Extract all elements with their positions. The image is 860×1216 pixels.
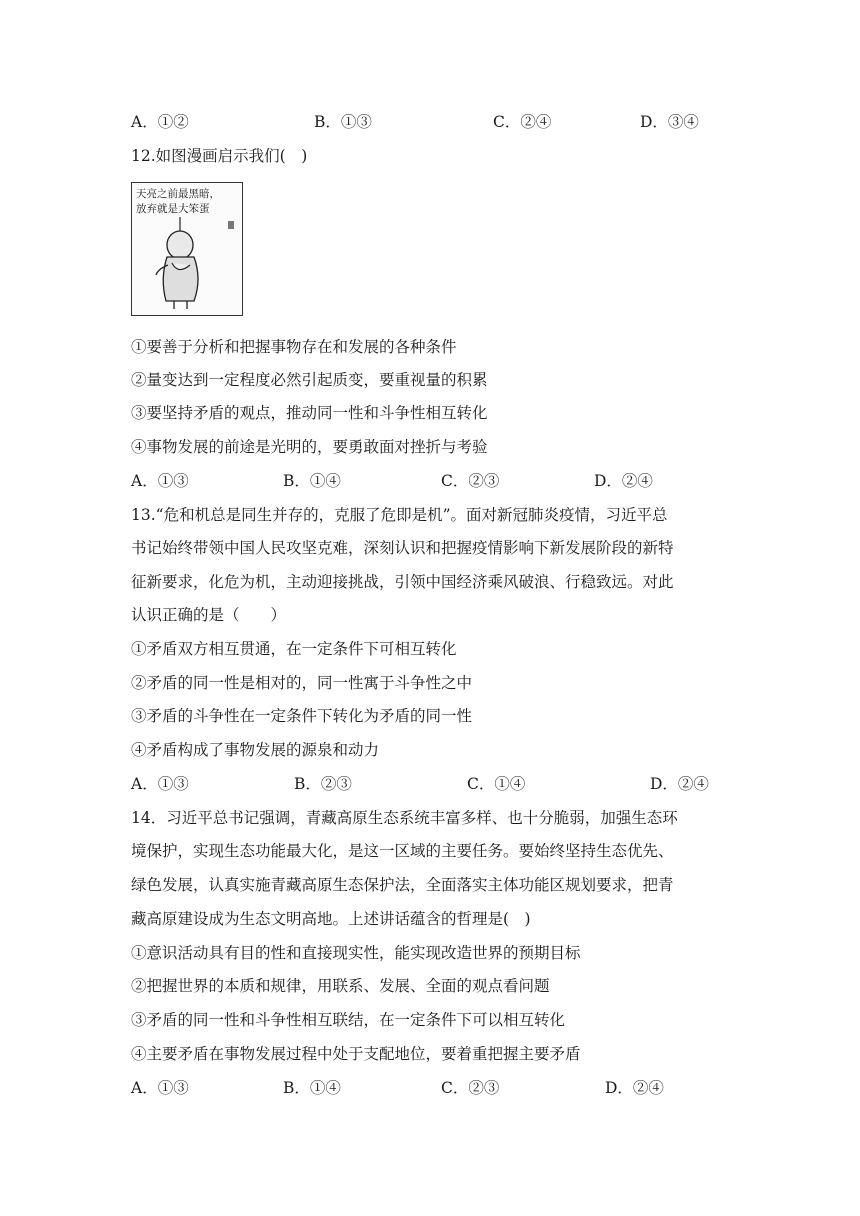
q14-stem-line-3: 绿色发展，认真实施青藏高原生态保护法，全面落实主体功能区规划要求，把青 bbox=[131, 876, 674, 894]
q12-statement-4: ④事物发展的前途是光明的，要勇敢面对挫折与考验 bbox=[131, 438, 488, 456]
q13-option-c: C．①④ bbox=[467, 775, 526, 793]
q12-option-a: A．①③ bbox=[131, 472, 189, 490]
q14-stem-line-4: 藏高原建设成为生态文明高地。上述讲话蕴含的哲理是( ) bbox=[131, 910, 531, 928]
q13-statement-2: ②矛盾的同一性是相对的，同一性寓于斗争性之中 bbox=[131, 674, 473, 692]
q13-statement-3: ③矛盾的斗争性在一定条件下转化为矛盾的同一性 bbox=[131, 707, 473, 725]
q14-statement-4: ④主要矛盾在事物发展过程中处于支配地位，要着重把握主要矛盾 bbox=[131, 1045, 581, 1063]
q14-option-a: A．①③ bbox=[131, 1079, 189, 1097]
q13-options bbox=[131, 773, 731, 795]
q14-options bbox=[131, 1077, 731, 1099]
q11-option-b: B．①③ bbox=[314, 113, 372, 131]
q13-stem-line-3: 征新要求，化危为机，主动迎接挑战，引领中国经济乘风破浪、行稳致远。对此 bbox=[131, 573, 674, 591]
q12-options bbox=[131, 470, 731, 492]
q12-statement-1: ①要善于分析和把握事物存在和发展的各种条件 bbox=[131, 338, 457, 356]
q14-option-d: D．②④ bbox=[605, 1079, 664, 1097]
q12-option-d: D．②④ bbox=[594, 472, 653, 490]
q14-option-c: C．②③ bbox=[441, 1079, 500, 1097]
q11-option-a: A．①② bbox=[131, 113, 189, 131]
cartoon-caption-line-1: 天亮之前最黑暗， bbox=[136, 188, 220, 200]
q14-statement-2: ②把握世界的本质和规律，用联系、发展、全面的观点看问题 bbox=[131, 977, 550, 995]
cartoon-caption-line-2: 放弃就是大笨蛋 bbox=[136, 203, 210, 215]
q14-statement-3: ③矛盾的同一性和斗争性相互联结，在一定条件下可以相互转化 bbox=[131, 1011, 566, 1029]
q13-stem-line-1: 13.“危和机总是同生并存的，克服了危即是机”。面对新冠肺炎疫情，习近平总 bbox=[131, 506, 668, 524]
q14-option-b: B．①④ bbox=[283, 1079, 341, 1097]
q12-option-c: C．②③ bbox=[441, 472, 500, 490]
q14-statement-1: ①意识活动具有目的性和直接现实性，能实现改造世界的预期目标 bbox=[131, 944, 581, 962]
q13-stem-line-4: 认识正确的是（ ） bbox=[131, 606, 287, 624]
q13-option-d: D．②④ bbox=[650, 775, 709, 793]
q11-options bbox=[131, 111, 731, 133]
q13-statement-4: ④矛盾构成了事物发展的源泉和动力 bbox=[131, 741, 380, 759]
q12-statement-2: ②量变达到一定程度必然引起质变，要重视量的积累 bbox=[131, 371, 488, 389]
q14-stem-line-2: 境保护，实现生态功能最大化，是这一区域的主要任务。要始终坚持生态优先、 bbox=[131, 842, 674, 860]
q13-option-a: A．①③ bbox=[131, 775, 189, 793]
q11-option-d: D．③④ bbox=[640, 113, 699, 131]
q11-option-c: C．②④ bbox=[493, 113, 552, 131]
q14-stem-line-1: 14．习近平总书记强调，青藏高原生态系统丰富多样、也十分脆弱，加强生态环 bbox=[131, 809, 678, 827]
q12-stem: 12.如图漫画启示我们( ) bbox=[131, 147, 308, 165]
q13-stem-line-2: 书记始终带领中国人民攻坚克难，深刻认识和把握疫情影响下新发展阶段的新特 bbox=[131, 539, 674, 557]
q13-statement-1: ①矛盾双方相互贯通，在一定条件下可相互转化 bbox=[131, 640, 457, 658]
q12-statement-3: ③要坚持矛盾的观点，推动同一性和斗争性相互转化 bbox=[131, 404, 488, 422]
q12-option-b: B．①④ bbox=[283, 472, 341, 490]
q12-cartoon bbox=[131, 182, 243, 316]
q13-option-b: B．②③ bbox=[294, 775, 352, 793]
